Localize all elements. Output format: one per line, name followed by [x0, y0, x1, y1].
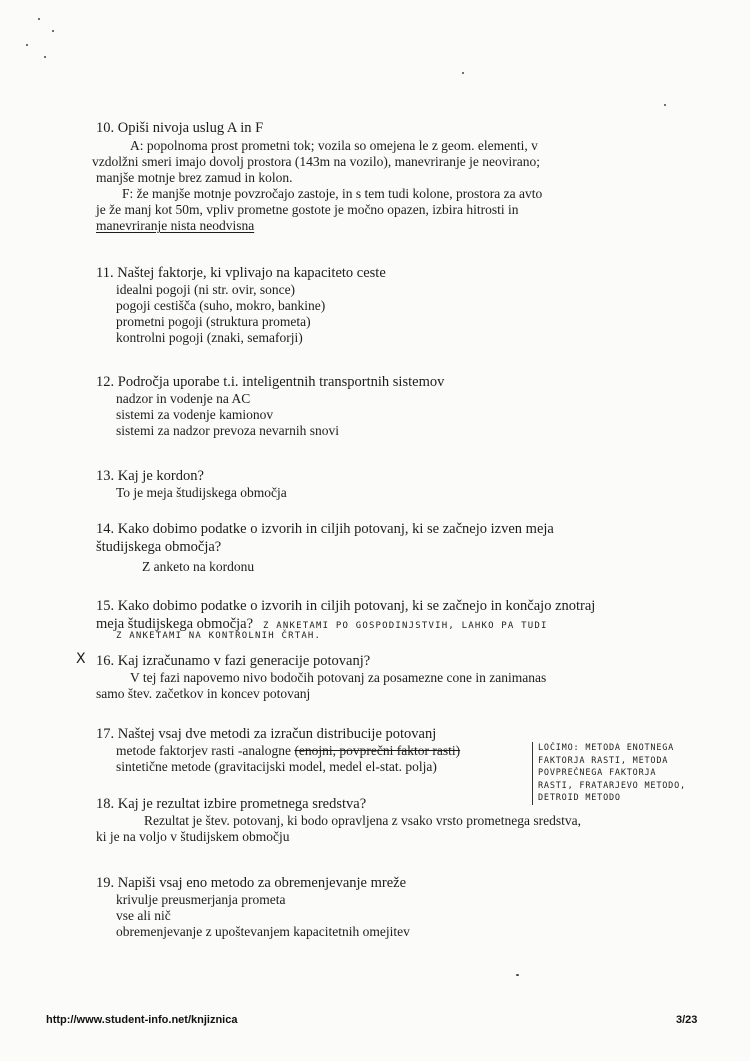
question-12 [96, 373, 666, 439]
answer-line: V tej fazi napovemo nivo bodočih potovanj za posamezne cone in zanimanas [130, 670, 547, 685]
question-16 [96, 652, 666, 702]
answer-line: pogoji cestišča (suho, mokro, bankine) [116, 298, 326, 313]
answer-line: kontrolni pogoji (znaki, semaforji) [116, 330, 303, 345]
question-14-title-cont: študijskega območja? [96, 539, 222, 555]
question-19-title: 19. Napiši vsaj eno metodo za obremenjevanje mreže [96, 875, 407, 891]
handwritten-answer: Z ANKETAMI PO GOSPODINJSTVIH, LAHKO PA TUDI [263, 621, 548, 631]
footer-url[interactable]: http://www.student-info.net/knjiznica [46, 1014, 238, 1026]
answer-line: vse ali nič [116, 908, 171, 923]
answer-line: A: popolnoma prost prometni tok; vozila so omejena le z geom. elementi, v [130, 138, 538, 153]
note-line: FAKTORJA RASTI, METODA [538, 755, 669, 766]
scan-speck [38, 18, 40, 20]
question-15-title-cont: meja študijskega območja? [96, 616, 254, 632]
question-11 [96, 264, 666, 346]
answer-line: manjše motnje brez zamud in kolon. [96, 170, 293, 185]
answer-line: Rezultat je štev. potovanj, ki bodo opravljena z vsako vrsto prometnega sredstva, [144, 813, 582, 828]
note-line: RASTI, FRATARJEVO METODO, [538, 780, 686, 791]
answer-line: F: že manjše motnje povzročajo zastoje, in s tem tudi kolone, prostora za avto [122, 186, 543, 201]
scan-speck [664, 104, 666, 106]
struck-text: (enojni, povprečni faktor rasti) [294, 743, 461, 758]
question-18 [96, 795, 666, 845]
question-11-title: 11. Naštej faktorje, ki vplivajo na kapaciteto ceste [96, 265, 386, 281]
question-15 [96, 597, 666, 641]
question-13-title: 13. Kaj je kordon? [96, 468, 204, 484]
note-line: DETROID METODO [538, 793, 621, 803]
answer-line: obremenjevanje z upoštevanjem kapacitetnih omejitev [116, 924, 410, 939]
answer-line: To je meja študijskega območja [116, 485, 287, 500]
answer-line: je že manj kot 50m, vpliv prometne gostote je močno opazen, izbira hitrosti in [96, 202, 519, 217]
question-15-title: 15. Kako dobimo podatke o izvorih in ciljih potovanj, ki se začnejo in končajo znotraj [96, 598, 596, 614]
answer-line: idealni pogoji (ni str. ovir, sonce) [116, 282, 296, 297]
question-10 [92, 119, 666, 234]
cross-mark: X [76, 651, 86, 667]
question-14 [96, 520, 666, 575]
question-10-title: 10. Opiši nivoja uslug A in F [96, 120, 264, 136]
note-line: LOČIMO: METODA ENOTNEGA [538, 743, 675, 753]
question-13 [96, 467, 666, 501]
page-number: 3/23 [676, 1014, 698, 1026]
answer-line: sistemi za vodenje kamionov [116, 407, 274, 422]
scan-speck [52, 30, 54, 32]
answer-line: samo štev. začetkov in koncev potovanj [96, 686, 311, 701]
answer-line: manevriranje nista neodvisna [96, 218, 255, 233]
answer-line: ki je na voljo v študijskem območju [96, 829, 290, 844]
question-12-title: 12. Področja uporabe t.i. inteligentnih transportnih sistemov [96, 374, 445, 390]
question-18-title: 18. Kaj je rezultat izbire prometnega sredstva? [96, 796, 367, 812]
question-19 [96, 874, 666, 940]
answer-line: Z anketo na kordonu [142, 559, 255, 574]
answer-line: sistemi za nadzor prevoza nevarnih snovi [116, 423, 340, 438]
question-17-title: 17. Naštej vsaj dve metodi za izračun distribucije potovanj [96, 726, 437, 742]
answer-text: metode faktorjev rasti -analogne [116, 743, 292, 758]
handwritten-answer: Z ANKETAMI NA KONTROLNIH ČRTAH. [116, 631, 322, 641]
scan-speck [26, 44, 28, 46]
answer-line: krivulje preusmerjanja prometa [116, 892, 286, 907]
scan-speck [44, 56, 46, 58]
answer-line: prometni pogoji (struktura prometa) [116, 314, 311, 329]
scan-speck [516, 974, 519, 976]
scan-speck [462, 72, 464, 74]
note-line: POVPREČNEGA FAKTORJA [538, 768, 657, 778]
question-14-title: 14. Kako dobimo podatke o izvorih in ciljih potovanj, ki se začnejo izven meja [96, 521, 554, 537]
question-16-title: 16. Kaj izračunamo v fazi generacije potovanj? [96, 653, 371, 669]
answer-line: sintetične metode (gravitacijski model, medel el-stat. polja) [116, 759, 437, 774]
answer-line: nadzor in vodenje na AC [116, 391, 251, 406]
answer-line: vzdolžni smeri imajo dovolj prostora (143m na vozilo), manevriranje je neovirano; [92, 154, 540, 169]
